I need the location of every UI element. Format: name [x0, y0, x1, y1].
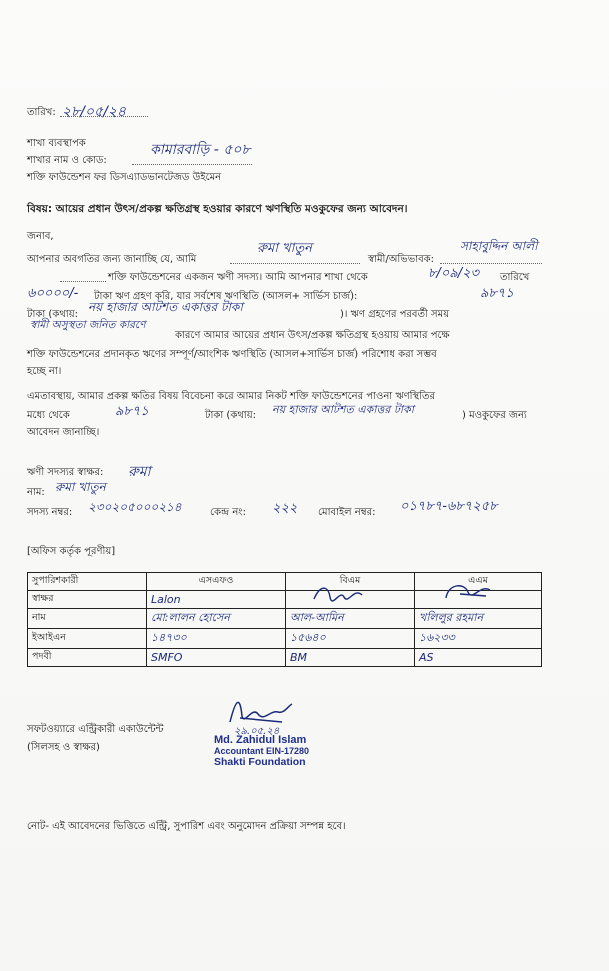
accountant-stamp	[214, 735, 309, 768]
member-name-label: নাম:	[27, 487, 45, 498]
row-label-name: নাম	[28, 609, 147, 629]
member-name-handwritten: রুমা খাতুন	[257, 241, 312, 256]
balance-handwritten: ৯৮৭১	[480, 286, 514, 301]
accountant-seal-label: (সিলসহ ও স্বাক্ষর)	[27, 742, 100, 753]
office-section-title: [অফিস কর্তৃক পূরণীয়]	[27, 546, 116, 557]
am-signature-scribble	[440, 580, 500, 604]
center-label: কেন্দ্র নং:	[210, 507, 246, 518]
am-ein: ১৬২৩৩	[415, 629, 542, 649]
line2-lead-dots	[60, 271, 106, 282]
stamp-name: Md. Zahidul Islam	[214, 734, 307, 746]
date-value: ২৮/০৫/২৪	[62, 104, 126, 120]
husband-label: স্বামী/অভিভাবক:	[368, 254, 435, 265]
stamp-org: Shakti Foundation	[214, 756, 306, 768]
waive-words-handwritten: নয় হাজার আটশত একাত্তর টাকা	[272, 403, 414, 416]
subject-line: বিষয়: আয়ের প্রধান উৎস/প্রকল্প ক্ষতিগ্রস্থ হওয়ার কারণে ঋণস্থিতি মওকুফের জন্য আবেদন।	[27, 203, 408, 215]
center-no: ২২২	[272, 501, 298, 516]
salutation: জনাব,	[27, 231, 54, 242]
row-label-signature: স্বাক্ষর	[28, 591, 147, 609]
office-col-bm: বিএম	[286, 573, 415, 591]
footer-note: নোট- এই আবেদনের ভিত্তিতে এন্ট্রি, সুপারিশ এবং অনুমোদন প্রক্রিয়া সম্পন্ন হবে।	[27, 821, 346, 832]
body-line7: হচ্ছে না।	[27, 366, 62, 377]
body-line6: শক্তি ফাউন্ডেশনের প্রদানকৃত ঋণের সম্পূর্ণ/আংশিক ঋণস্থিতি (আসল+সার্ভিস চার্জ) পরিশোধ করা সম্ভব	[27, 349, 437, 360]
sfo-name: মো:লালন হোসেন	[147, 609, 286, 629]
para2-line3: আবেদন জানাচ্ছি।	[27, 427, 100, 438]
guardian-handwritten: সাহাবুদ্দিন আলী	[460, 239, 538, 253]
table-row	[28, 609, 542, 629]
member-no: ২৩০২০৫০০০২১৪	[88, 500, 182, 514]
member-signature: রুমা	[128, 464, 151, 480]
branch-value: কামারবাড়ি - ৫০৮	[150, 142, 251, 158]
date-label: তারিখ:	[27, 107, 56, 118]
member-name: রুমা খাতুন	[55, 480, 106, 494]
loan-amount-handwritten: ৬০০০০/-	[27, 286, 79, 301]
branch-manager-label: শাখা ব্যবস্থাপক	[27, 138, 86, 149]
org-name: শক্তি ফাউন্ডেশন ফর ডিসএ্যাডভানটেজড উইমেন	[27, 172, 222, 183]
office-col-recommender: সুপারিশকারী	[28, 573, 147, 591]
body-line5: কারণে আমার আয়ের প্রধান উৎস/প্রকল্প ক্ষতিগ্রস্থ হওয়ায় আমার পক্ষে	[175, 330, 450, 341]
waive-amount-handwritten: ৯৮৭১	[115, 404, 149, 419]
mobile-no: ০১৭৮৭-৬৮৭২৫৮	[400, 499, 498, 514]
sfo-ein: ১৪৭৩০	[147, 629, 286, 649]
para2-prefix: মধ্যে থেকে	[27, 410, 70, 421]
am-designation: AS	[415, 649, 542, 667]
accountant-label: সফটওয়্যারে এন্ট্রিকারী একাউন্টেন্ট	[27, 724, 164, 735]
body-line2-suffix: তারিখে	[500, 272, 530, 283]
body-line1-prefix: আপনার অবগতির জন্য জানাচ্ছি যে, আমি	[27, 254, 197, 265]
date-line	[60, 106, 148, 117]
para2-suffix: ) মওকুফের জন্য	[462, 410, 527, 421]
sfo-designation: SMFO	[147, 649, 286, 667]
office-col-am: এএম	[415, 573, 542, 591]
bm-designation: BM	[286, 649, 415, 667]
bm-name: আল-আমিন	[286, 609, 415, 629]
loan-date-handwritten: ৮/০৯/২৩	[428, 266, 479, 281]
mobile-label: মোবাইল নম্বর:	[318, 507, 376, 518]
para2-taka: টাকা (কথায়:	[205, 410, 256, 421]
body-line4-suffix: )। ঋণ গ্রহণের পরবর্তী সময়	[340, 309, 450, 320]
stamp-title: Accountant EIN-17280	[214, 746, 310, 756]
row-label-designation: পদবী	[28, 649, 147, 667]
member-no-label: সদস্য নম্বর:	[27, 507, 73, 518]
office-col-sfo: এসএফও	[147, 573, 286, 591]
para2-line1: এমতাবস্থায়, আমার প্রকল্প ক্ষতির বিষয় বিবেচনা করে আমার নিকট শক্তি ফাউন্ডেশনের পাওনা ঋণস্থিতির	[27, 391, 436, 402]
bm-signature-scribble	[310, 583, 370, 605]
table-row	[28, 649, 542, 667]
member-signature-label: ঋণী সদস্যর স্বাক্ষর:	[27, 467, 104, 478]
table-row	[28, 629, 542, 649]
body-line4-prefix: টাকা (কথায়:	[27, 309, 78, 320]
body-line2: শক্তি ফাউন্ডেশনের একজন ঋণী সদস্য। আমি আপনার শাখা থেকে	[108, 272, 368, 283]
balance-words-handwritten: নয় হাজার আটশত একাত্তর টাকা	[88, 300, 243, 314]
am-name: খলিলুর রহমান	[415, 609, 542, 629]
body-line3: টাকা ঋণ গ্রহণ করি, যার সর্বশেষ ঋণস্থিতি (আসল+ সার্ভিস চার্জ):	[94, 291, 358, 302]
bm-ein: ১৫৬৪০	[286, 629, 415, 649]
sfo-signature: Lalon	[147, 591, 286, 609]
row-label-ein: ইআইএন	[28, 629, 147, 649]
reason-handwritten: স্বামী অসুস্থতা জনিত কারণে	[30, 319, 146, 331]
branch-label: শাখার নাম ও কোড:	[27, 155, 107, 166]
accountant-sign-date: ২৯.০৫.২৪	[234, 726, 280, 737]
